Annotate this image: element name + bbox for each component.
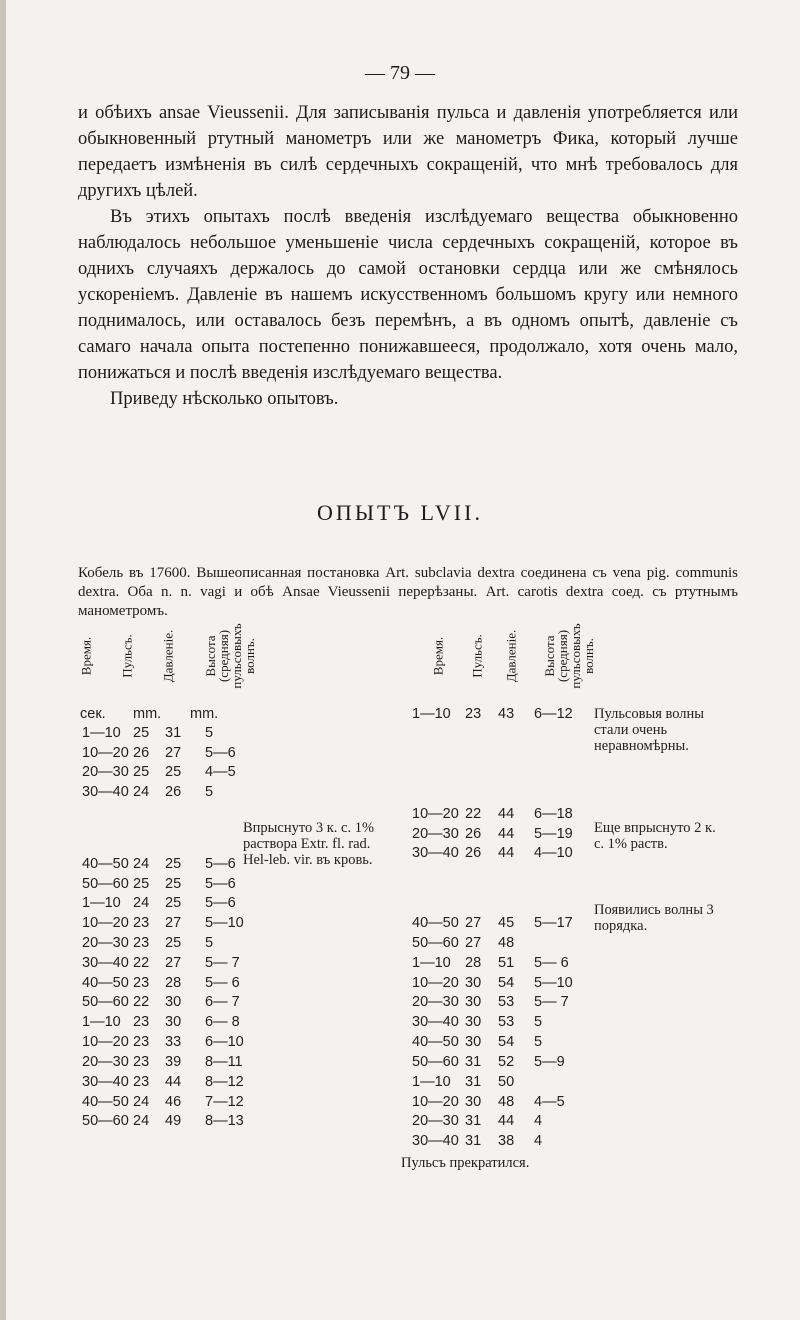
pulse-cell: 26 (133, 745, 150, 761)
table-note: Еще впрыснуто 2 к. с. 1% раств. (594, 820, 716, 852)
wave-height-cell: 5 (534, 1014, 543, 1030)
header-pulse: Пульсъ. (119, 634, 135, 678)
pulse-cell: 23 (133, 1034, 150, 1050)
unit-pressure-mm: mm. (190, 706, 219, 722)
pressure-cell: 25 (165, 895, 182, 911)
pulse-cell: 26 (465, 826, 482, 842)
time-cell: 10—20 (412, 806, 459, 822)
wave-height-cell: 5—10 (205, 915, 244, 931)
wave-height-cell: 6—10 (205, 1034, 244, 1050)
time-cell: 20—30 (412, 1113, 459, 1129)
pressure-cell: 46 (165, 1094, 182, 1110)
time-cell: 1—10 (412, 706, 451, 722)
pulse-cell: 22 (465, 806, 482, 822)
pulse-cell: 25 (133, 876, 150, 892)
pressure-cell: 50 (498, 1074, 515, 1090)
pressure-cell: 53 (498, 1014, 515, 1030)
pressure-cell: 25 (165, 764, 182, 780)
pressure-cell: 54 (498, 1034, 515, 1050)
time-cell: 30—40 (412, 845, 459, 861)
pressure-cell: 49 (165, 1113, 182, 1129)
header-pulse: Пульсъ. (469, 634, 485, 678)
wave-height-cell: 5— 6 (205, 975, 240, 991)
pulse-cell: 23 (465, 706, 482, 722)
header-pressure: Давленіе. (503, 629, 519, 683)
time-cell: 20—30 (82, 935, 129, 951)
time-cell: 1—10 (82, 1014, 121, 1030)
pulse-cell: 27 (465, 915, 482, 931)
pulse-cell: 27 (465, 935, 482, 951)
wave-height-cell: 4—5 (534, 1094, 565, 1110)
wave-height-cell: 5—10 (534, 975, 573, 991)
wave-height-cell: 5—19 (534, 826, 573, 842)
wave-height-cell: 5— 7 (534, 994, 569, 1010)
pulse-cell: 25 (133, 764, 150, 780)
time-cell: 1—10 (82, 725, 121, 741)
table-note: Пульсовыя волны стали очень неравномѣрны. (594, 706, 705, 754)
paragraph: Приведу нѣсколько опытовъ. (110, 389, 339, 409)
wave-height-cell: 5—6 (205, 876, 236, 892)
time-cell: 40—50 (412, 915, 459, 931)
header-wave-height: Высота (средняя) пульсовыхъ волнъ. (542, 623, 596, 689)
header-time: Время. (430, 636, 446, 676)
pulse-cell: 23 (133, 915, 150, 931)
pulse-cell: 31 (465, 1054, 482, 1070)
pressure-cell: 33 (165, 1034, 182, 1050)
pulse-cell: 31 (465, 1133, 482, 1149)
wave-height-cell: 5 (205, 725, 214, 741)
pressure-cell: 25 (165, 856, 182, 872)
wave-height-cell: 5 (205, 935, 214, 951)
pulse-cell: 30 (465, 994, 482, 1010)
time-cell: 50—60 (82, 876, 129, 892)
wave-height-cell: 5—9 (534, 1054, 565, 1070)
wave-height-cell: 5 (205, 784, 214, 800)
pressure-cell: 30 (165, 994, 182, 1010)
time-cell: 1—10 (412, 955, 451, 971)
pulse-cell: 24 (133, 784, 150, 800)
wave-height-cell: 4—10 (534, 845, 573, 861)
pulse-cell: 23 (133, 935, 150, 951)
table-note: Появились волны 3 порядка. (594, 902, 714, 934)
wave-height-cell: 7—12 (205, 1094, 244, 1110)
paragraph: и обѣихъ anѕае Vieuѕѕenii. Для записыванія пульса и давленія употребляется или обыкновенный ртутный манометръ или же манометръ Фика, который лучше передаетъ измѣненія въ силѣ сердечныхъ сокращеній, что мнѣ требовалось для другихъ цѣлей. (78, 103, 738, 201)
body-text (78, 100, 738, 412)
pulse-cell: 30 (465, 975, 482, 991)
wave-height-cell: 8—13 (205, 1113, 244, 1129)
pressure-cell: 44 (165, 1074, 182, 1090)
pulse-cell: 22 (133, 994, 150, 1010)
pressure-cell: 45 (498, 915, 515, 931)
unit-time: сек. (80, 706, 106, 722)
pulse-cell: 24 (133, 1094, 150, 1110)
pulse-cell: 26 (465, 845, 482, 861)
wave-height-cell: 6—12 (534, 706, 573, 722)
wave-height-cell: 5—6 (205, 856, 236, 872)
time-cell: 10—20 (412, 975, 459, 991)
time-cell: 20—30 (412, 826, 459, 842)
paragraph: Въ этихъ опытахъ послѣ введенія изслѣдуемаго вещества обыкновенно наблюдалось небольшое уменьшеніе числа сердечныхъ сокращеній, которое въ однихъ случаяхъ держалось до самой остановки сердца или же смѣнялось ускореніемъ. Давленіе въ нашемъ искусственномъ большомъ кругу или немного поднималось, или оставалось безъ перемѣнъ, а въ одномъ опытѣ, давленіе съ самаго начала опыта постепенно понижавшееся, продолжало, хотя очень мало, понижаться и послѣ введенія изслѣдуемаго вещества. (78, 207, 738, 383)
pressure-cell: 25 (165, 876, 182, 892)
wave-height-cell: 5— 6 (534, 955, 569, 971)
time-cell: 40—50 (412, 1034, 459, 1050)
time-cell: 40—50 (82, 975, 129, 991)
time-cell: 50—60 (412, 935, 459, 951)
time-cell: 40—50 (82, 1094, 129, 1110)
pressure-cell: 51 (498, 955, 515, 971)
experiment-intro: Кобель въ 17600. Вышеописанная постановка Art. ѕubclavia dextra соединена съ vena pig. communis dextra. Оба n. n. vagi и обѣ Anѕae Vieuѕѕenii перерѣзаны. Art. carotis dextra соед. съ ртутнымъ манометромъ. (78, 565, 738, 619)
pulse-cell: 31 (465, 1074, 482, 1090)
pressure-cell: 25 (165, 935, 182, 951)
wave-height-cell: 6— 8 (205, 1014, 240, 1030)
pressure-cell: 48 (498, 1094, 515, 1110)
pulse-cell: 25 (133, 725, 150, 741)
wave-height-cell: 6— 7 (205, 994, 240, 1010)
time-cell: 50—60 (82, 994, 129, 1010)
time-cell: 20—30 (82, 1054, 129, 1070)
time-cell: 30—40 (82, 955, 129, 971)
pulse-cell: 24 (133, 895, 150, 911)
time-cell: 40—50 (82, 856, 129, 872)
pulse-cell: 24 (133, 856, 150, 872)
header-wave-height: Высота (средняя) пульсовыхъ волнъ. (203, 623, 257, 689)
pressure-cell: 44 (498, 806, 515, 822)
pressure-cell: 44 (498, 845, 515, 861)
pulse-cell: 22 (133, 955, 150, 971)
experiment-title: ОПЫТЪ LVII. (317, 500, 483, 525)
pulse-cell: 30 (465, 1034, 482, 1050)
pulse-cell: 30 (465, 1094, 482, 1110)
time-cell: 50—60 (412, 1054, 459, 1070)
pressure-cell: 26 (165, 784, 182, 800)
pulse-stopped-note: Пульсъ прекратился. (401, 1155, 530, 1171)
pulse-cell: 23 (133, 1014, 150, 1030)
wave-height-cell: 8—11 (205, 1054, 243, 1070)
pressure-cell: 53 (498, 994, 515, 1010)
pressure-cell: 27 (165, 955, 182, 971)
pressure-cell: 44 (498, 826, 515, 842)
pulse-cell: 31 (465, 1113, 482, 1129)
page-edge (0, 0, 6, 1320)
pressure-cell: 52 (498, 1054, 515, 1070)
pressure-cell: 27 (165, 745, 182, 761)
pressure-cell: 38 (498, 1133, 515, 1149)
pressure-cell: 54 (498, 975, 515, 991)
time-cell: 30—40 (82, 784, 129, 800)
wave-height-cell: 8—12 (205, 1074, 244, 1090)
time-cell: 10—20 (82, 915, 129, 931)
page-number: — 79 — (365, 62, 435, 84)
time-cell: 1—10 (412, 1074, 451, 1090)
pulse-cell: 23 (133, 975, 150, 991)
pulse-cell: 23 (133, 1054, 150, 1070)
wave-height-cell: 6—18 (534, 806, 573, 822)
time-cell: 30—40 (412, 1014, 459, 1030)
wave-height-cell: 4 (534, 1133, 543, 1149)
time-cell: 20—30 (82, 764, 129, 780)
time-cell: 30—40 (412, 1133, 459, 1149)
wave-height-cell: 4 (534, 1113, 543, 1129)
time-cell: 20—30 (412, 994, 459, 1010)
pressure-cell: 48 (498, 935, 515, 951)
wave-height-cell: 5— 7 (205, 955, 240, 971)
pressure-cell: 39 (165, 1054, 182, 1070)
injection-note: Впрыснуто 3 к. с. 1% раствора Extr. fl. rad. Hel-leb. vir. въ кровь. (243, 820, 375, 868)
pressure-cell: 27 (165, 915, 182, 931)
header-pressure: Давленіе. (160, 629, 176, 683)
pressure-cell: 31 (165, 725, 182, 741)
time-cell: 50—60 (82, 1113, 129, 1129)
pressure-cell: 44 (498, 1113, 515, 1129)
header-time: Время. (78, 636, 94, 676)
pressure-cell: 30 (165, 1014, 182, 1030)
wave-height-cell: 4—5 (205, 764, 236, 780)
pressure-cell: 28 (165, 975, 182, 991)
pressure-cell: 43 (498, 706, 515, 722)
pulse-cell: 28 (465, 955, 482, 971)
wave-height-cell: 5—17 (534, 915, 573, 931)
time-cell: 10—20 (412, 1094, 459, 1110)
pulse-cell: 23 (133, 1074, 150, 1090)
time-cell: 30—40 (82, 1074, 129, 1090)
wave-height-cell: 5—6 (205, 745, 236, 761)
pulse-cell: 24 (133, 1113, 150, 1129)
unit-pulse-mm: mm. (133, 706, 162, 722)
wave-height-cell: 5 (534, 1034, 543, 1050)
time-cell: 10—20 (82, 745, 129, 761)
pulse-cell: 30 (465, 1014, 482, 1030)
time-cell: 10—20 (82, 1034, 129, 1050)
time-cell: 1—10 (82, 895, 121, 911)
wave-height-cell: 5—6 (205, 895, 236, 911)
